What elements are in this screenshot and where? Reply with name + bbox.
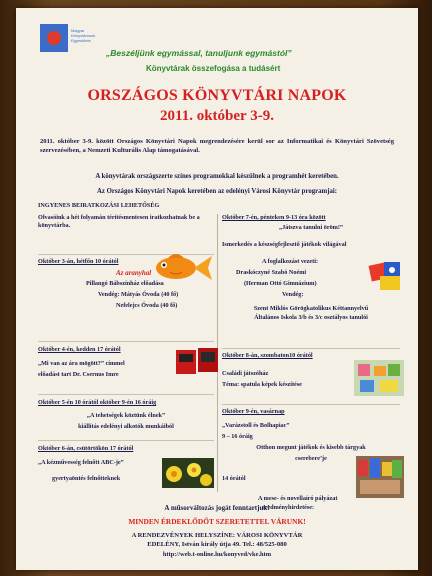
footer-note: A műsorváltozás jogát fenntartjuk!	[164, 504, 270, 512]
logo-text: Magyar Könyvtárosok Egyesülete	[71, 28, 96, 43]
monday-line: Vendég: Mátyás Óvoda (40 fő)	[98, 291, 179, 298]
monday-line: Nefelejcs Óvoda (40 fő)	[116, 302, 178, 309]
separator	[38, 394, 214, 395]
sunday-line: 9 – 16 óráig	[222, 433, 253, 440]
footer-url[interactable]: http://web.t-online.hu/konyved/vke.htm	[162, 551, 272, 558]
sunday-line: 14 órától	[222, 475, 246, 482]
free-registration	[38, 202, 214, 230]
sub-motto: Könyvtárak összefogása a tudásért	[146, 64, 281, 73]
wednesday-block	[38, 399, 214, 431]
toy-games-image	[368, 260, 404, 292]
sunday-line: Otthon megunt játékok és kisebb tárgyak	[256, 444, 366, 451]
friday-title: „Játszva tanulni öröm!”	[279, 224, 343, 231]
sunday-line: cserebere’je	[295, 455, 327, 462]
wednesday-head: Október 5-én 10 órától október 9-én 16 óráig	[38, 399, 157, 406]
saturday-line: Családi játszóház	[222, 370, 269, 377]
friday-line: A foglalkozást vezeti:	[262, 258, 319, 265]
free-head: INGYENES BEIRATKOZÁSI LEHETŐSÉG	[38, 202, 160, 209]
logo-dot	[47, 31, 61, 45]
footer-address: EDELÉNY, István király útja 49. Tel.: 48/525-080	[147, 541, 287, 548]
friday-line: (Herman Ottó Gimnázium)	[244, 280, 317, 287]
separator	[38, 440, 214, 441]
tuesday-line: előadást tart Dr. Csernus Imre	[38, 371, 119, 378]
book-covers-image	[176, 348, 220, 374]
tuesday-title: „Mi van az ára mögött?” címmel	[38, 360, 125, 367]
sunday-line: A mese- és novellaíró pályázat	[258, 495, 338, 502]
goldfish-icon	[146, 252, 216, 284]
footer-venue: A RENDEZVÉNYEK HELYSZÍNE: VÁROSI KÖNYVTÁR	[131, 532, 303, 539]
saturday-line: Téma: spatula képek készítése	[222, 381, 302, 388]
footer-welcome: MINDEN ÉRDEKLŐDŐT SZERETETTEL VÁRUNK!	[128, 517, 306, 526]
separator	[38, 341, 214, 342]
friday-head: Október 7-én, pénteken 9-13 óra között	[222, 214, 326, 221]
friday-line: Szent Miklós Görögkatolikus Kéttannyelvű	[253, 305, 369, 312]
intro-paragraph: 2011. október 3-9. között Országos Könyvtári Napok megrendezésére kerül sor az Informatikai és Könyvtári Szövetség szervezésében, a Nemzeti Kulturális Alap támogatásával.	[40, 138, 394, 154]
sunday-head: Október 9-én, vasárnap	[222, 408, 285, 415]
market-photo-image	[356, 456, 404, 498]
poster-title: ORSZÁGOS KÖNYVTÁRI NAPOK	[87, 87, 347, 104]
poster-date: 2011. október 3-9.	[160, 108, 274, 124]
program-heading: Az Országos Könyvtári Napok keretében az edelényi Városi Könyvtár programjai:	[96, 188, 338, 195]
free-text: Olvasóink a hét folyamán térítésmentesen iratkozhatnak be a könyvtárba.	[38, 214, 200, 229]
spatula-pictures-image	[354, 360, 404, 396]
friday-line: Általános Iskola 3/b és 3/c osztályos tanulói	[254, 314, 368, 321]
sunday-title: „Varázstoll és Bolhapiac”	[222, 422, 290, 429]
motto: „Beszéljünk egymással, tanuljunk egymástól”	[106, 48, 292, 58]
thursday-line: gyertyaöntés felnőtteknek	[52, 475, 121, 482]
thursday-head: Október 6-án, csütörtökön 17 órától	[38, 445, 134, 452]
friday-line: Draskóczyné Szabó Noémi	[236, 269, 307, 276]
logo	[40, 24, 94, 58]
separator	[222, 404, 400, 405]
wednesday-title: „A tehetségek köztünk élnek”	[86, 412, 166, 419]
candle-flowers-image	[162, 458, 214, 488]
monday-title: Az aranyhal	[116, 269, 152, 277]
poster	[16, 8, 418, 570]
thursday-title: „A kézművesség felnőtt ABC-je”	[38, 459, 124, 466]
friday-line: Ismerkedés a készségfejlesztő játékok világával	[222, 241, 347, 248]
monday-head: Október 3-án, hétfőn 10 órától	[38, 258, 119, 265]
sunday-line: eredményhirdetése:	[262, 504, 315, 511]
monday-line: Pillangó Bábszínház előadása	[86, 280, 164, 287]
separator	[222, 348, 400, 349]
wednesday-line: kiállítás edelényi alkotók munkáiból	[78, 423, 174, 430]
tuesday-head: Október 4-én, kedden 17 órától	[38, 346, 121, 353]
saturday-head: Október 8-án, szombaton10 órától	[222, 352, 313, 359]
program-note: A könyvtárak országszerte színes programokkal készülnek a programhét keretében.	[95, 173, 339, 180]
friday-line: Vendég:	[282, 291, 304, 298]
